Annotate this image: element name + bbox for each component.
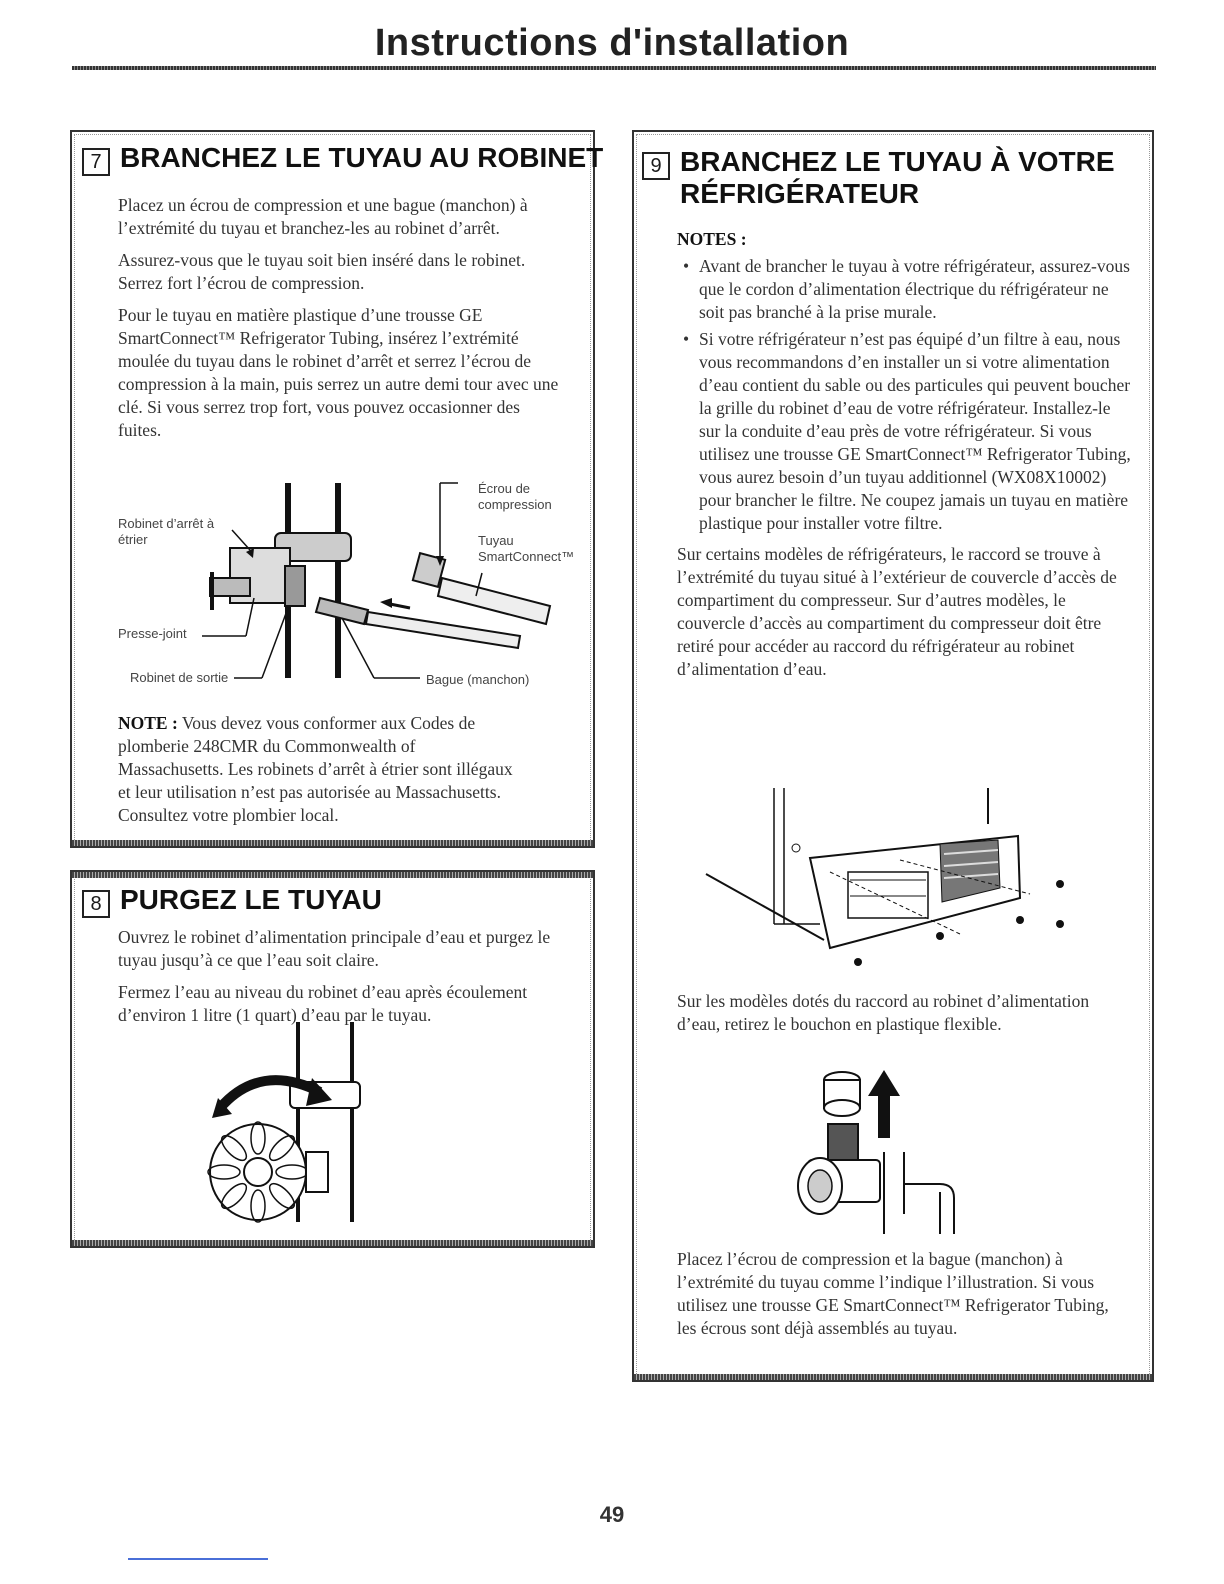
section-heading-line2: RÉFRIGÉRATEUR — [680, 178, 920, 209]
paragraph: Ouvrez le robinet d’alimentation principale d’eau et purgez le tuyau jusqu’à ce que l’eau soit claire. — [118, 927, 551, 970]
compressor-cover-diagram — [700, 784, 1080, 976]
paragraph: Placez un écrou de compression et une bague (manchon) à l’extrémité du tuyau et branchez-les au robinet d’arrêt. — [118, 195, 528, 238]
plug-removal-diagram — [790, 1064, 980, 1244]
section-9-body-2 — [677, 990, 1097, 1045]
section-9-body-3 — [677, 1248, 1132, 1349]
label-robinet-arret: Robinet d’arrêt à étrier — [118, 516, 215, 547]
paragraph: Sur les modèles dotés du raccord au robinet d’alimentation d’eau, retirez le bouchon en plastique flexible. — [677, 991, 1090, 1034]
section-9-heading — [642, 146, 1115, 210]
label-ecrou: Écrou de compression — [478, 481, 552, 512]
footer-underline — [128, 1558, 268, 1560]
page-title: Instructions d'installation — [374, 22, 850, 64]
section-heading: BRANCHEZ LE TUYAU À VOTRE — [680, 146, 1115, 177]
label-presse-joint: Presse-joint — [118, 626, 187, 641]
step-number: 9 — [642, 152, 670, 180]
notes-list — [677, 255, 1132, 535]
title-rule — [72, 66, 1156, 70]
paragraph: Sur certains modèles de réfrigérateurs, le raccord se trouve à l’extrémité du tuyau situé à l’extérieur de couvercle d’accès de compartiment du compresseur. Sur d’autres modèles, le couvercle d’accès au compartiment du compresseur doit être retiré pour accéder au raccord du réfrigérateur au robinet d’alimentation d’eau. — [677, 544, 1117, 679]
paragraph: Fermez l’eau au niveau du robinet d’eau après écoulement d’environ 1 litre (1 quart) d’eau par le tuyau. — [118, 982, 528, 1025]
step-number: 7 — [82, 148, 110, 176]
label-bague: Bague (manchon) — [426, 672, 530, 687]
note-label: NOTE : — [118, 713, 178, 733]
paragraph: Placez l’écrou de compression et la bague (manchon) à l’extrémité du tuyau comme l’indique l’illustration. Si vous utilisez une trousse GE SmartConnect™ Refrigerator Tubing, les écrous sont déjà assemblés au tuyau. — [677, 1249, 1109, 1338]
list-item: • Si votre réfrigérateur n’est pas équipé d’un filtre à eau, nous vous recommandons d’en installer un si votre alimentation d’eau contient du sable ou des particules qui peuvent boucher la grille du robinet d’eau de votre réfrigérateur. Installez-le sur la conduite d’eau près de votre réfrigérateur. Si vous utilisez une trousse GE SmartConnect™ Refrigerator Tubing, vous aurez besoin d’un tuyau additionnel (WX08X10002) pour brancher le filtre. Ne coupez jamais un tuyau en matière plastique pour installer votre filtre. — [699, 328, 1132, 535]
label-tuyau: Tuyau SmartConnect™ — [478, 533, 575, 564]
paragraph: Assurez-vous que le tuyau soit bien inséré dans le robinet. Serrez fort l’écrou de compression. — [118, 250, 526, 293]
note-text: Vous devez vous conformer aux Codes de plomberie 248CMR du Commonwealth of Massachusetts. Les robinets d’arrêt à étrier sont illégaux et leur utilisation n’est pas autorisée au Massachusetts. Consultez votre plombier local. — [118, 713, 513, 825]
step-number: 8 — [82, 890, 110, 918]
page-number: 49 — [599, 1502, 625, 1527]
section-8-body — [118, 926, 563, 1036]
label-robinet-sortie: Robinet de sortie — [130, 670, 229, 685]
section-9-body — [677, 228, 1132, 690]
flush-valve-diagram — [200, 1022, 400, 1232]
section-8-heading — [82, 884, 382, 918]
section-7-heading — [82, 142, 603, 176]
list-item: • Avant de brancher le tuyau à votre réfrigérateur, assurez-vous que le cordon d’alimentation électrique du réfrigérateur ne soit pas branché à la prise murale. — [699, 255, 1132, 324]
section-7-body — [118, 194, 563, 451]
section-heading: BRANCHEZ LE TUYAU AU ROBINET — [120, 142, 604, 173]
paragraph: Pour le tuyau en matière plastique d’une trousse GE SmartConnect™ Refrigerator Tubing, insérez l’extrémité moulée du tuyau dans le robinet d’arrêt et serrez l’écrou de compression à la main, puis serrez un autre demi tour avec une clé. Si vous serrez trop fort, vous pouvez occasionner des fuites. — [118, 305, 559, 440]
section-heading: PURGEZ LE TUYAU — [120, 884, 382, 915]
notes-label: NOTES : — [677, 229, 747, 249]
section-7-note — [118, 712, 518, 836]
